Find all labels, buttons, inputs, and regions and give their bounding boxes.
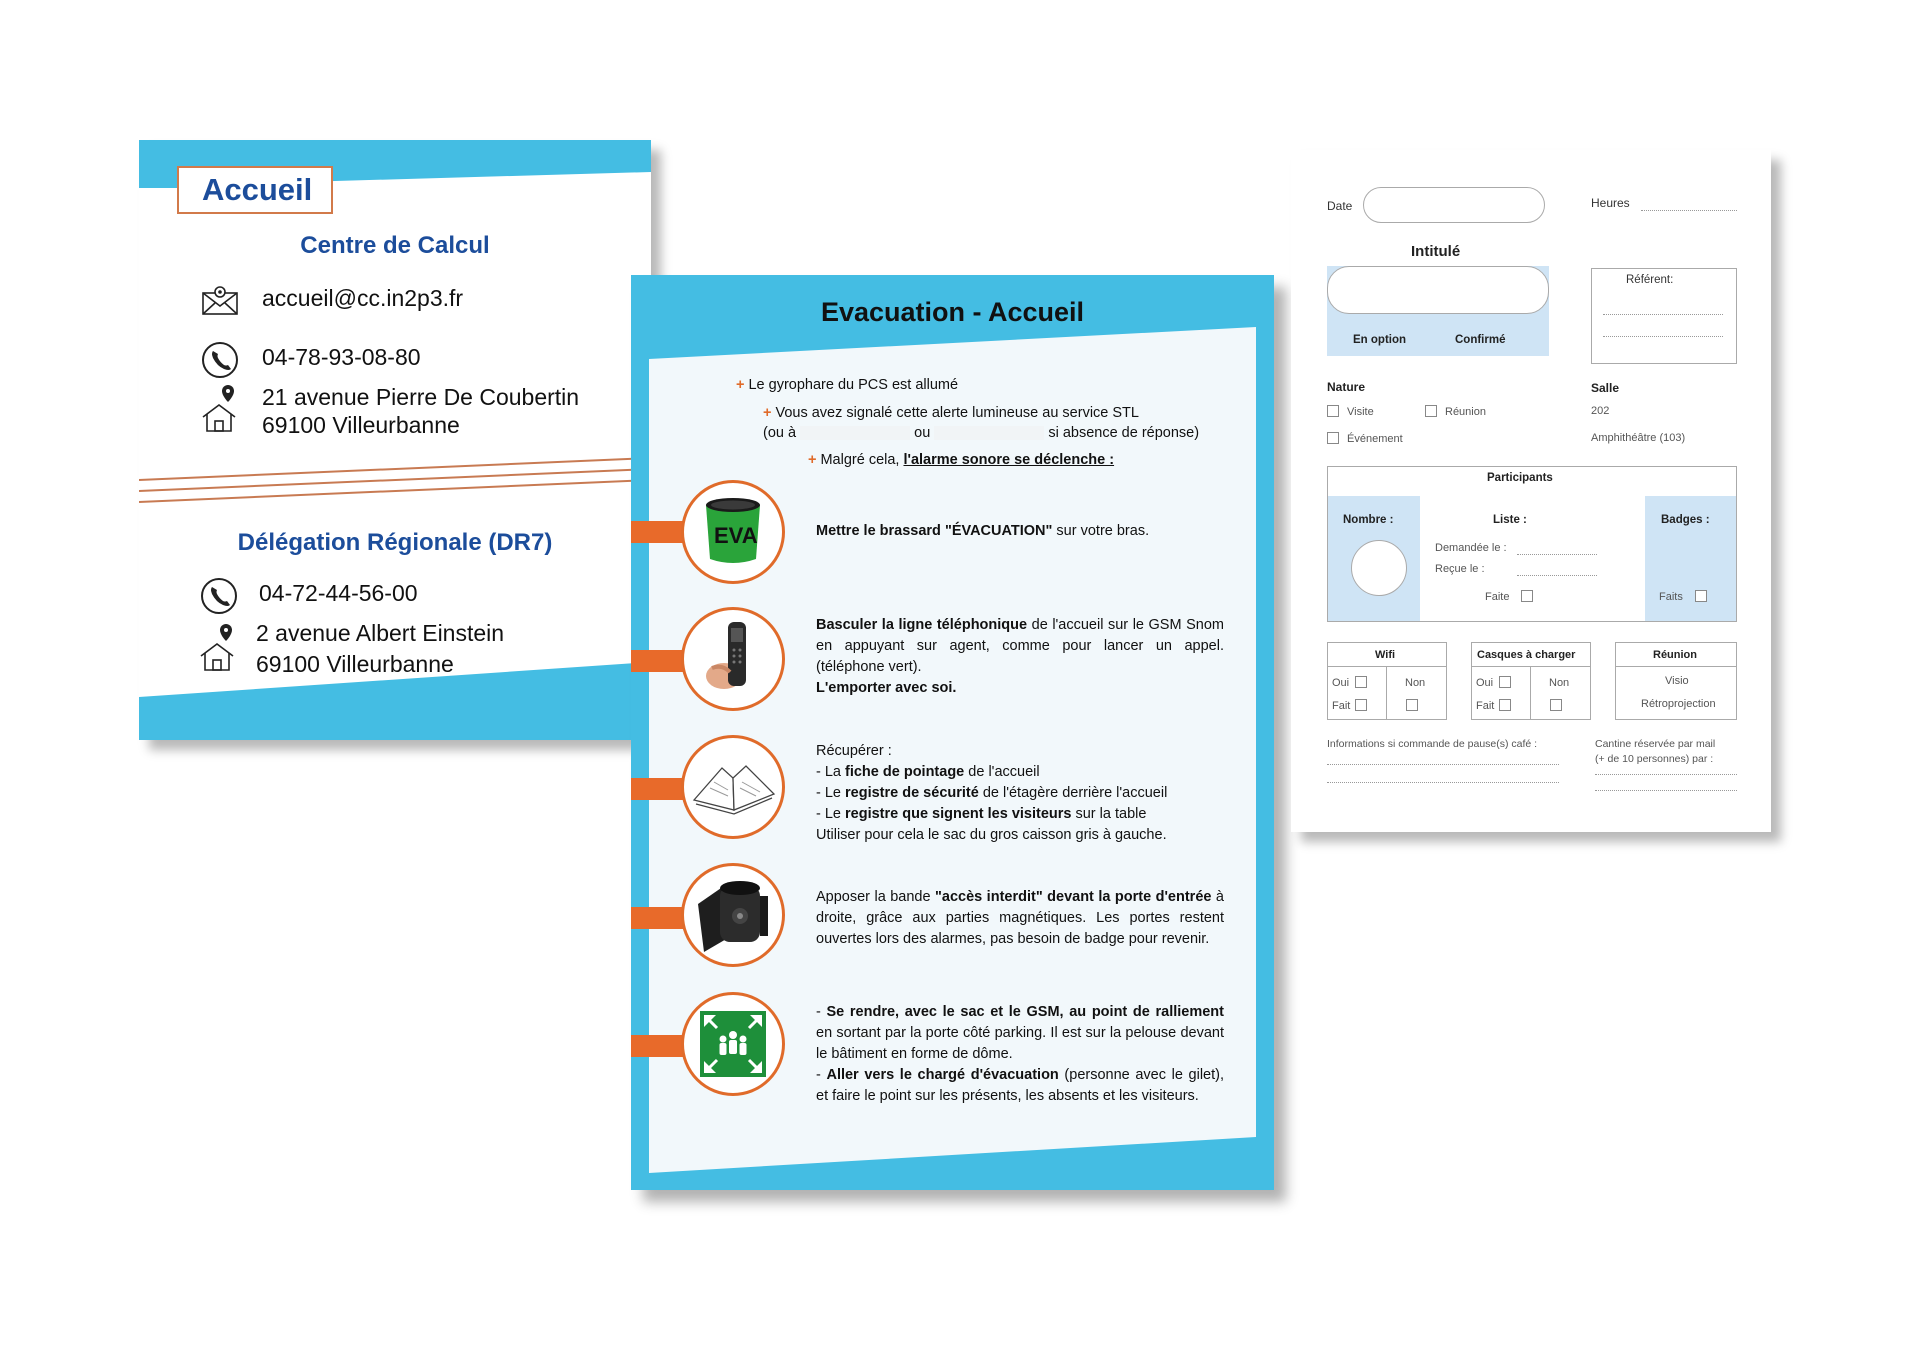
barrier-tape-icon [681,863,785,967]
phone-icon [200,577,238,615]
reunion-checkbox[interactable] [1425,405,1437,417]
en-option-label[interactable]: En option [1353,334,1407,346]
demandee-label: Demandée le : [1435,542,1507,554]
date-field[interactable] [1363,187,1545,223]
visite-checkbox[interactable] [1327,405,1339,417]
redacted-name [934,426,1044,440]
delegation-address-line2: 69100 Villeurbanne [256,651,454,677]
armband-icon [681,480,785,584]
salle-value: 202 [1591,405,1610,417]
step5-text: - Se rendre, avec le sac et le GSM, au point de ralliement en sortant par la porte côté parking. Il est sur la pelouse devant le bâtiment en forme de dôme. - Aller vers le chargé d'évacuation (personne avec le gilet), et faire le point sur les présents, les absents et les visiteurs. [816,1004,1225,1104]
phone-handset-icon [681,607,785,711]
wifi-fait-checkbox[interactable] [1355,699,1367,711]
phone-icon [201,341,239,379]
svg-text:EVA: EVA [714,523,758,548]
open-book-icon [681,735,785,839]
centre-address-line1: 21 avenue Pierre De Coubertin [262,384,580,410]
home-location-icon [201,383,241,433]
centre-heading: Centre de Calcul [300,232,490,259]
step1-text: Mettre le brassard "ÉVACUATION" sur votre bras. [816,523,1150,539]
non-label: Non [1549,677,1570,689]
centre-address-line2: 69100 Villeurbanne [262,412,460,438]
oui-label: Oui [1476,677,1494,689]
cantine-line[interactable] [1595,774,1737,775]
amphi-option: Amphithéâtre (103) [1591,432,1686,444]
evenement-checkbox[interactable] [1327,432,1339,444]
faite-checkbox[interactable] [1521,590,1533,602]
fait-label: Fait [1476,700,1495,712]
faits-label: Faits [1659,591,1683,603]
casques-non-checkbox[interactable] [1550,699,1562,711]
delegation-address-line1: 2 avenue Albert Einstein [256,620,505,646]
fait-label: Fait [1332,700,1351,712]
delegation-phone: 04-72-44-56-00 [259,580,418,606]
visite-label: Visite [1347,406,1374,418]
intitule-label: Intitulé [1411,243,1461,260]
visio-option[interactable]: Visio [1665,675,1689,687]
wifi-oui-checkbox[interactable] [1355,676,1367,688]
evacuation-title: Evacuation - Accueil [820,297,1085,327]
referent-label: Référent: [1626,274,1674,286]
faite-label: Faite [1485,591,1510,603]
oui-label: Oui [1332,677,1350,689]
accueil-card [139,140,651,740]
badges-label: Badges : [1661,514,1710,526]
reunion-box-label: Réunion [1653,649,1697,661]
cantine-label-2: (+ de 10 personnes) par : [1595,753,1714,765]
intro-line3: (ou à ou si absence de réponse) [763,425,1200,441]
reunion-label: Réunion [1445,406,1486,418]
assembly-point-icon [681,992,785,1096]
wifi-label: Wifi [1375,649,1396,661]
redacted-name [800,426,910,440]
intro-line4: + Malgré cela, l'alarme sonore se déclenche : [808,452,1115,468]
evenement-label: Événement [1347,433,1403,445]
participants-label: Participants [1487,472,1553,484]
heures-label: Heures [1591,196,1630,210]
salle-label: Salle [1591,381,1620,395]
mail-icon [201,284,239,316]
nombre-field[interactable] [1351,540,1407,596]
pause-cafe-line[interactable] [1327,782,1559,783]
liste-label: Liste : [1493,514,1527,526]
evacuation-card [631,275,1274,1190]
step3-text: Récupérer : - La fiche de pointage de l'accueil - Le registre de sécurité de l'étagère derrière l'accueil - Le registre que signent les visiteurs sur la table Utiliser pour cela le sac du gros caisson gris à gauche. [816,743,1168,843]
pause-cafe-line[interactable] [1327,764,1559,765]
accueil-tab-title: Accueil [177,166,333,214]
casques-oui-checkbox[interactable] [1499,676,1511,688]
demandee-field[interactable] [1517,554,1597,555]
intro-line1: + Le gyrophare du PCS est allumé [736,377,959,393]
step2-text: Basculer la ligne téléphonique de l'accueil sur le GSM Snom en appuyant sur agent, comme pour lancer un appel. (téléphone vert). L'emporter avec soi. [816,617,1224,696]
nature-label: Nature [1327,380,1366,394]
step4-text: Apposer la bande "accès interdit" devant la porte d'entrée à droite, grâce aux parties magnétiques. Les portes restent ouvertes lors des alarmes, pas besoin de badge pour revenir. [816,889,1224,947]
intro-line2: + Vous avez signalé cette alerte lumineuse au service STL [763,405,1139,421]
non-label: Non [1405,677,1426,689]
cantine-label-1: Cantine réservée par mail [1595,738,1716,750]
heures-field[interactable] [1641,210,1737,211]
referent-line [1603,336,1723,337]
date-label: Date [1327,199,1353,213]
reservation-form-card [1291,150,1771,832]
faits-checkbox[interactable] [1695,590,1707,602]
centre-phone: 04-78-93-08-80 [262,344,421,370]
retro-option[interactable]: Rétroprojection [1641,698,1716,710]
intitule-field[interactable] [1327,266,1549,314]
nombre-label: Nombre : [1343,514,1394,526]
referent-line [1603,314,1723,315]
recue-field[interactable] [1517,575,1597,576]
confirme-label[interactable]: Confirmé [1455,334,1506,346]
casques-label: Casques à charger [1477,649,1576,661]
delegation-heading: Délégation Régionale (DR7) [237,529,553,556]
home-location-icon [199,622,239,672]
recue-label: Reçue le : [1435,563,1485,575]
pause-cafe-label: Informations si commande de pause(s) café : [1327,738,1538,750]
wifi-non-checkbox[interactable] [1406,699,1418,711]
centre-email: accueil@cc.in2p3.fr [262,285,464,311]
casques-fait-checkbox[interactable] [1499,699,1511,711]
cantine-line[interactable] [1595,790,1737,791]
